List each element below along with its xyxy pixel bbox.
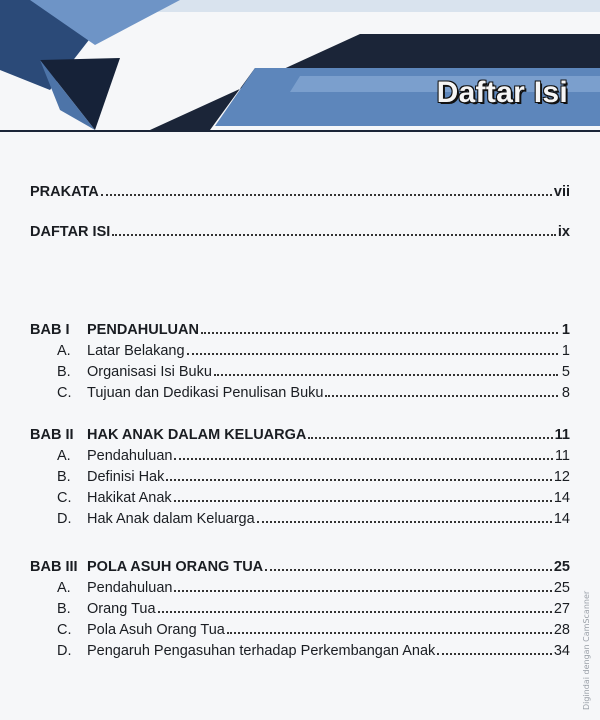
toc-label: DAFTAR ISI	[30, 224, 111, 240]
leader-dots	[174, 590, 551, 592]
toc-section[interactable]	[30, 617, 570, 638]
toc-page-number: 5	[561, 364, 570, 380]
section-letter: C.	[57, 385, 72, 401]
toc-section[interactable]	[30, 638, 570, 659]
toc-page-number: 11	[554, 448, 570, 464]
leader-dots	[265, 569, 552, 571]
toc-page-number: 1	[561, 343, 570, 359]
section-letter: A.	[57, 343, 71, 359]
toc-row-prakata[interactable]	[30, 176, 570, 200]
leader-dots	[166, 479, 552, 481]
toc-page-number: 1	[561, 322, 570, 338]
leader-dots	[158, 611, 552, 613]
chapter-number: BAB III	[30, 559, 78, 575]
section-letter: C.	[57, 490, 72, 506]
toc-page-number: 14	[553, 511, 570, 527]
toc-chapter-3[interactable]	[30, 551, 570, 575]
leader-dots	[187, 353, 558, 355]
toc-section[interactable]	[30, 380, 570, 401]
leader-dots	[201, 332, 558, 334]
leader-dots	[174, 458, 552, 460]
leader-dots	[112, 234, 556, 236]
leader-dots	[174, 500, 552, 502]
section-title: Hak Anak dalam Keluarga	[87, 511, 255, 527]
toc-page-number: ix	[557, 224, 570, 240]
leader-dots	[325, 395, 558, 397]
section-title: Pendahuluan	[87, 580, 173, 596]
toc-page-number: 14	[553, 490, 570, 506]
chapter-title: HAK ANAK DALAM KELUARGA	[87, 427, 307, 443]
toc-section[interactable]	[30, 575, 570, 596]
toc-page-number: 8	[561, 385, 570, 401]
toc-page-number: vii	[553, 184, 570, 200]
toc-chapter-1[interactable]	[30, 314, 570, 338]
toc-section[interactable]	[30, 443, 570, 464]
chapter-title: PENDAHULUAN	[87, 322, 199, 338]
toc-row-daftar-isi[interactable]	[30, 216, 570, 240]
toc-page-number: 27	[553, 601, 570, 617]
section-title: Latar Belakang	[87, 343, 185, 359]
section-letter: B.	[57, 364, 71, 380]
header-decoration	[0, 0, 600, 140]
toc-page-number: 28	[553, 622, 570, 638]
section-title: Tujuan dan Dedikasi Penulisan Buku	[87, 385, 324, 401]
section-letter: D.	[57, 511, 72, 527]
toc-page-number: 25	[553, 559, 570, 575]
section-letter: D.	[57, 643, 72, 659]
toc-page-number: 34	[553, 643, 570, 659]
toc-chapter-2[interactable]	[30, 419, 570, 443]
section-title: Pengaruh Pengasuhan terhadap Perkembangan Anak	[87, 643, 436, 659]
toc-page-number: 11	[554, 427, 570, 443]
toc-page-number: 25	[553, 580, 570, 596]
toc-section[interactable]	[30, 359, 570, 380]
toc-page-number: 12	[553, 469, 570, 485]
section-letter: B.	[57, 469, 71, 485]
scanner-watermark: Digindai dengan CamScanner	[582, 590, 591, 710]
chapter-number: BAB II	[30, 427, 74, 443]
section-title: Pendahuluan	[87, 448, 173, 464]
leader-dots	[101, 194, 552, 196]
leader-dots	[437, 653, 552, 655]
leader-dots	[214, 374, 558, 376]
section-title: Orang Tua	[87, 601, 156, 617]
leader-dots	[227, 632, 552, 634]
toc-section[interactable]	[30, 464, 570, 485]
section-title: Organisasi Isi Buku	[87, 364, 212, 380]
section-letter: A.	[57, 448, 71, 464]
leader-dots	[257, 521, 552, 523]
section-title: Hakikat Anak	[87, 490, 172, 506]
toc-section[interactable]	[30, 506, 570, 527]
toc-section[interactable]	[30, 596, 570, 617]
toc-section[interactable]	[30, 485, 570, 506]
section-letter: B.	[57, 601, 71, 617]
chapter-number: BAB I	[30, 322, 70, 338]
section-letter: C.	[57, 622, 72, 638]
section-title: Definisi Hak	[87, 469, 165, 485]
section-title: Pola Asuh Orang Tua	[87, 622, 225, 638]
page-title: Daftar Isi	[436, 76, 568, 109]
toc-section[interactable]	[30, 338, 570, 359]
header-rule	[0, 130, 600, 132]
section-letter: A.	[57, 580, 71, 596]
leader-dots	[308, 437, 552, 439]
table-of-contents	[30, 176, 570, 659]
toc-label: PRAKATA	[30, 184, 99, 200]
chapter-title: POLA ASUH ORANG TUA	[87, 559, 264, 575]
